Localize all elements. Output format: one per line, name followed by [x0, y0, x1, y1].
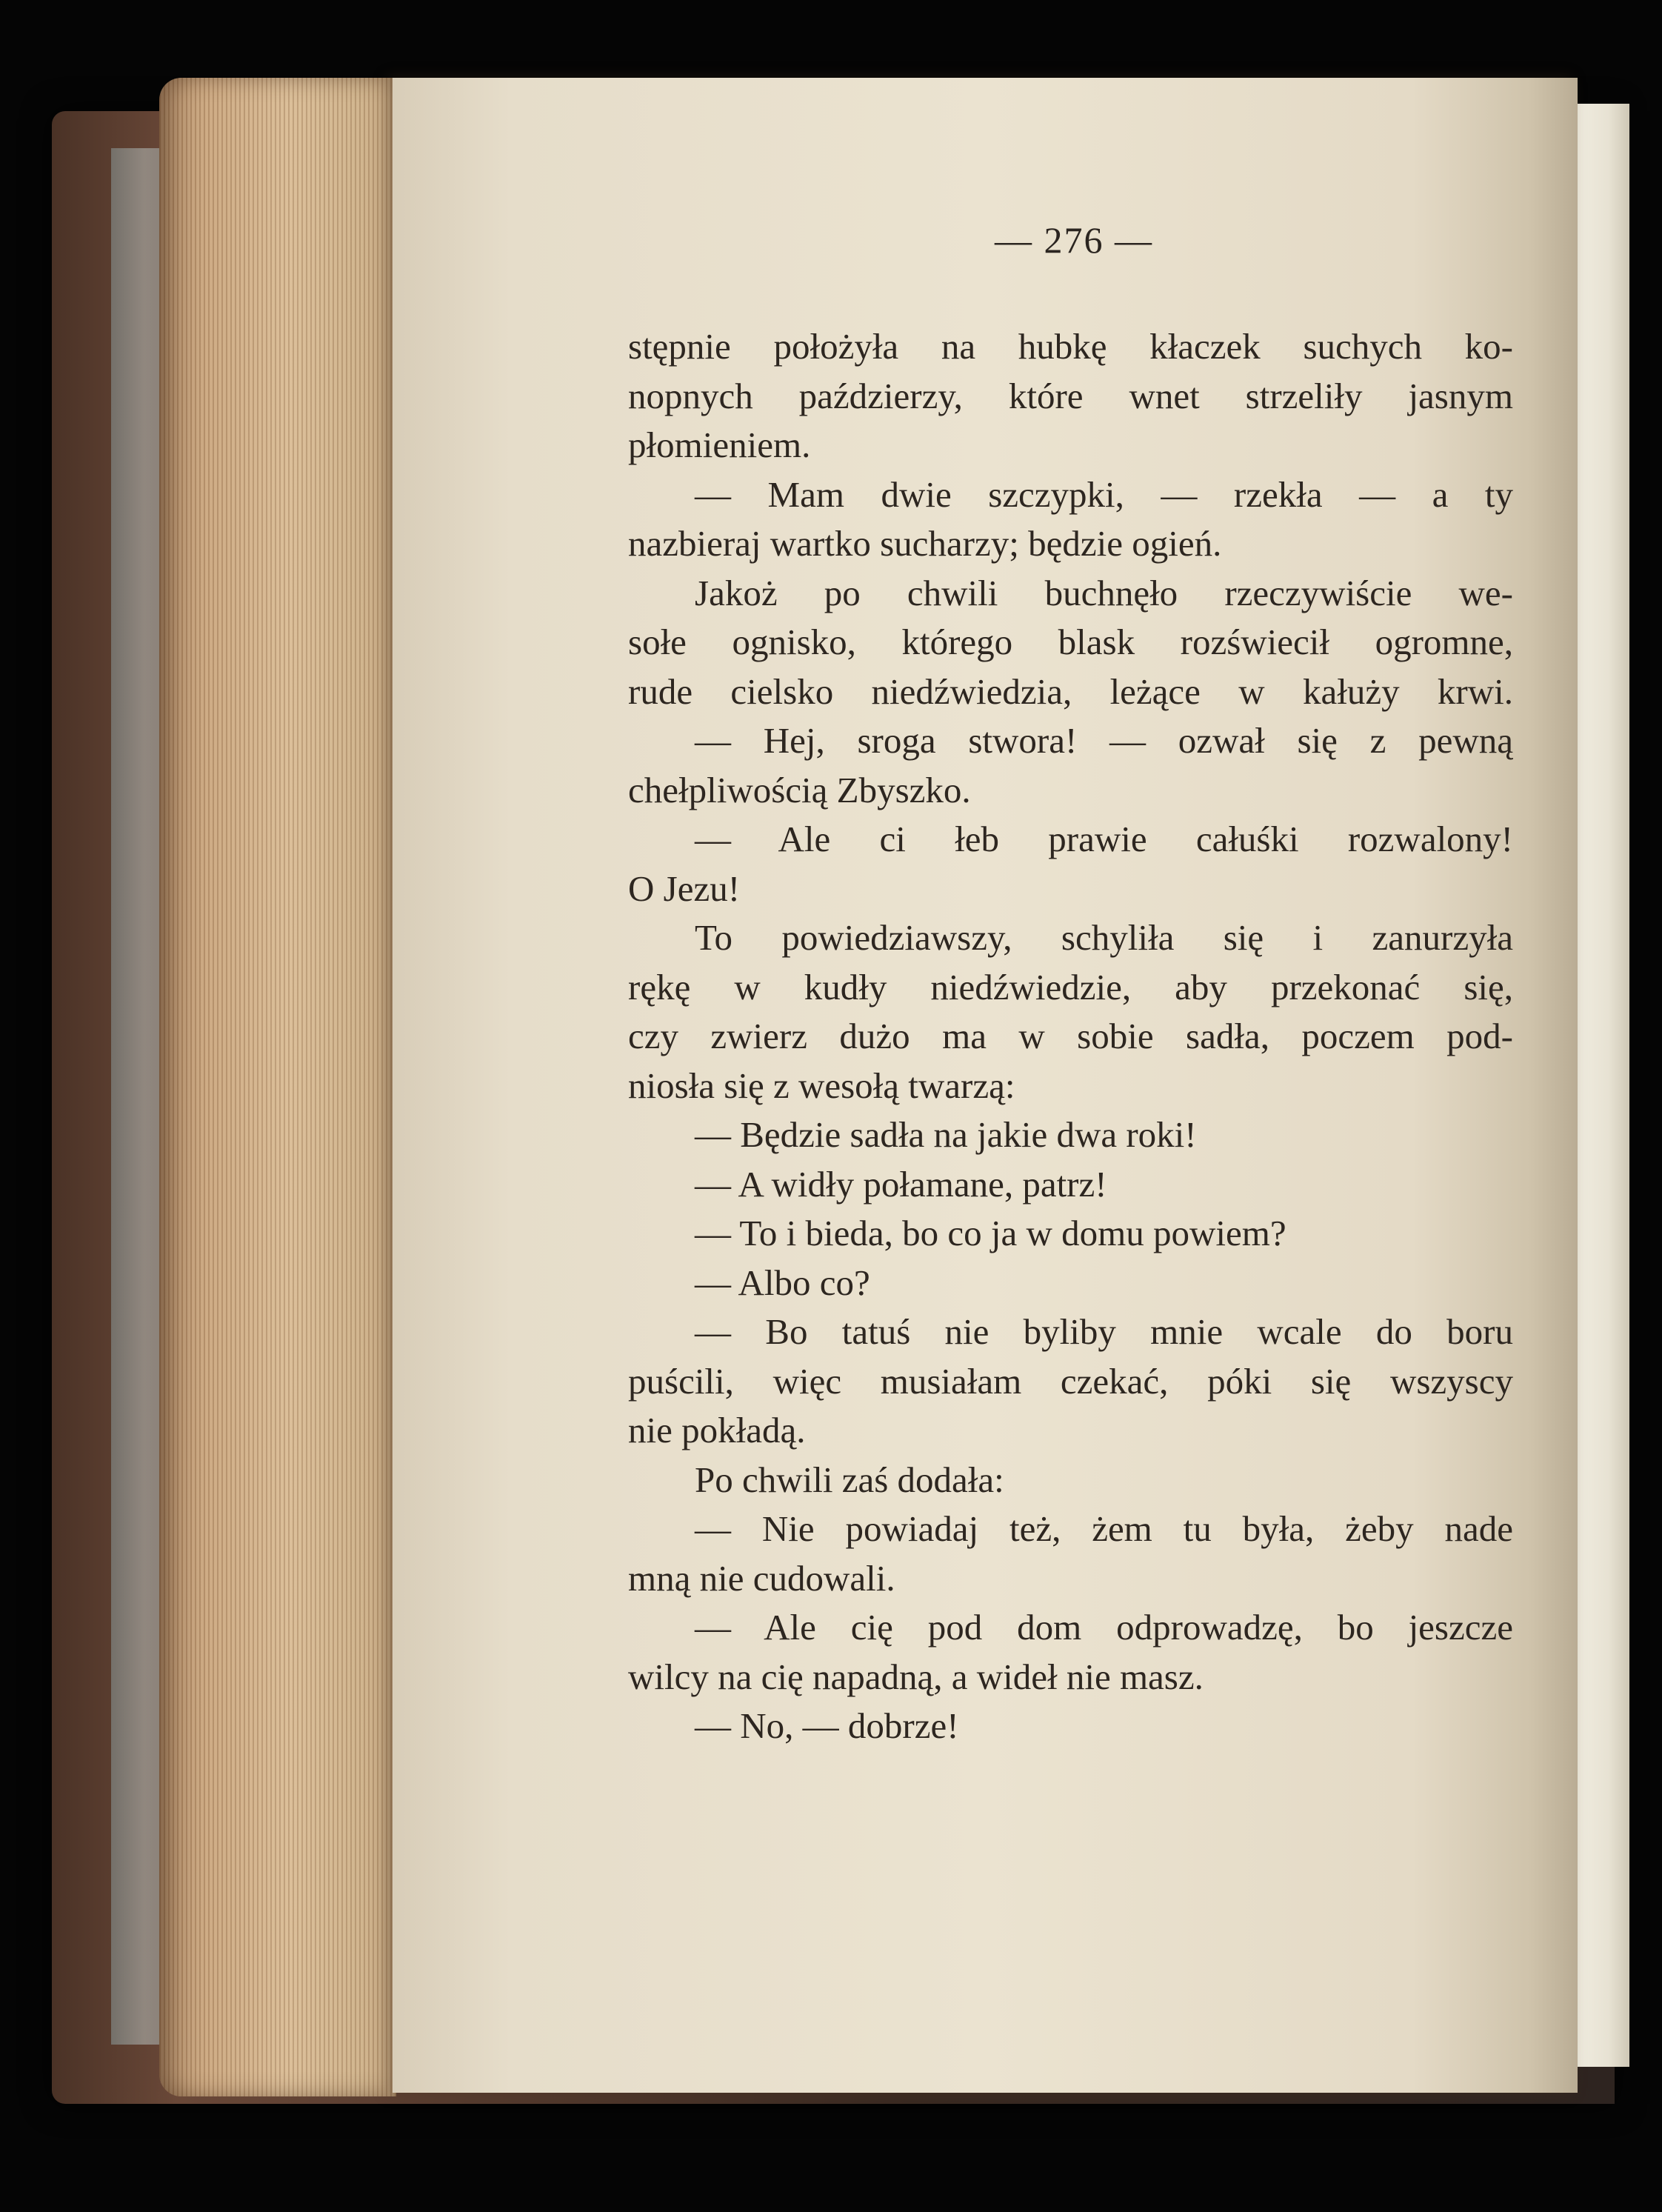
text-line: wilcy na cię napadną, a wideł nie masz. [628, 1656, 1204, 1697]
text-line: Po chwili zaś dodała: [695, 1459, 1004, 1500]
text-line: czy zwierz dużo ma w sobie sadła, poczem pod- [628, 1016, 1513, 1056]
text-line: nopnych paździerzy, które wnet strzeliły jasnym [628, 375, 1513, 416]
text-line: stępnie położyła na hubkę kłaczek suchych ko- [628, 326, 1513, 367]
body-text [628, 322, 1513, 1751]
text-line: — No, — dobrze! [695, 1705, 959, 1746]
text-line: — Ale cię pod dom odprowadzę, bo jeszcze [695, 1607, 1513, 1648]
text-line: — Mam dwie szczypki, — rzekła — a ty [695, 473, 1513, 515]
text-line: sołe ognisko, którego blask rozświecił ogromne, [628, 622, 1513, 662]
text-line: rude cielsko niedźwiedzia, leżące w kałuży krwi. [628, 670, 1513, 712]
text-line: — Bo tatuś nie byliby mnie wcale do boru [695, 1311, 1513, 1352]
text-line: — Ale ci łeb prawie całuśki rozwalony! [695, 819, 1513, 859]
text-line: — Albo co? [695, 1262, 870, 1303]
text-line: — Hej, sroga stwora! — ozwał się z pewną [695, 720, 1513, 761]
text-line: — To i bieda, bo co ja w domu powiem? [695, 1213, 1286, 1253]
text-line: płomieniem. [628, 424, 811, 465]
text-line: — Nie powiadaj też, żem tu była, żeby nade [695, 1508, 1513, 1549]
text-line: O Jezu! [628, 867, 741, 909]
text-line: nie pokładą. [628, 1410, 806, 1450]
text-line: puścili, więc musiałam czekać, póki się wszyscy [628, 1360, 1513, 1402]
text-line: mną nie cudowali. [628, 1557, 895, 1599]
text-line: niosła się z wesołą twarzą: [628, 1065, 1015, 1106]
page-number: — 276 — [995, 219, 1153, 261]
next-page-edge [1578, 104, 1629, 2067]
text-line: To powiedziawszy, schyliła się i zanurzyła [695, 917, 1513, 958]
text-line: rękę w kudły niedźwiedzie, aby przekonać się, [628, 966, 1513, 1007]
text-line: — A widły połamane, patrz! [695, 1163, 1107, 1205]
text-line: nazbieraj wartko sucharzy; będzie ogień. [628, 523, 1222, 564]
text-line: chełpliwością Zbyszko. [628, 769, 971, 810]
page-edges [159, 78, 396, 2096]
text-line: Jakoż po chwili buchnęło rzeczywiście we- [695, 572, 1513, 613]
text-line: — Będzie sadła na jakie dwa roki! [695, 1114, 1197, 1155]
